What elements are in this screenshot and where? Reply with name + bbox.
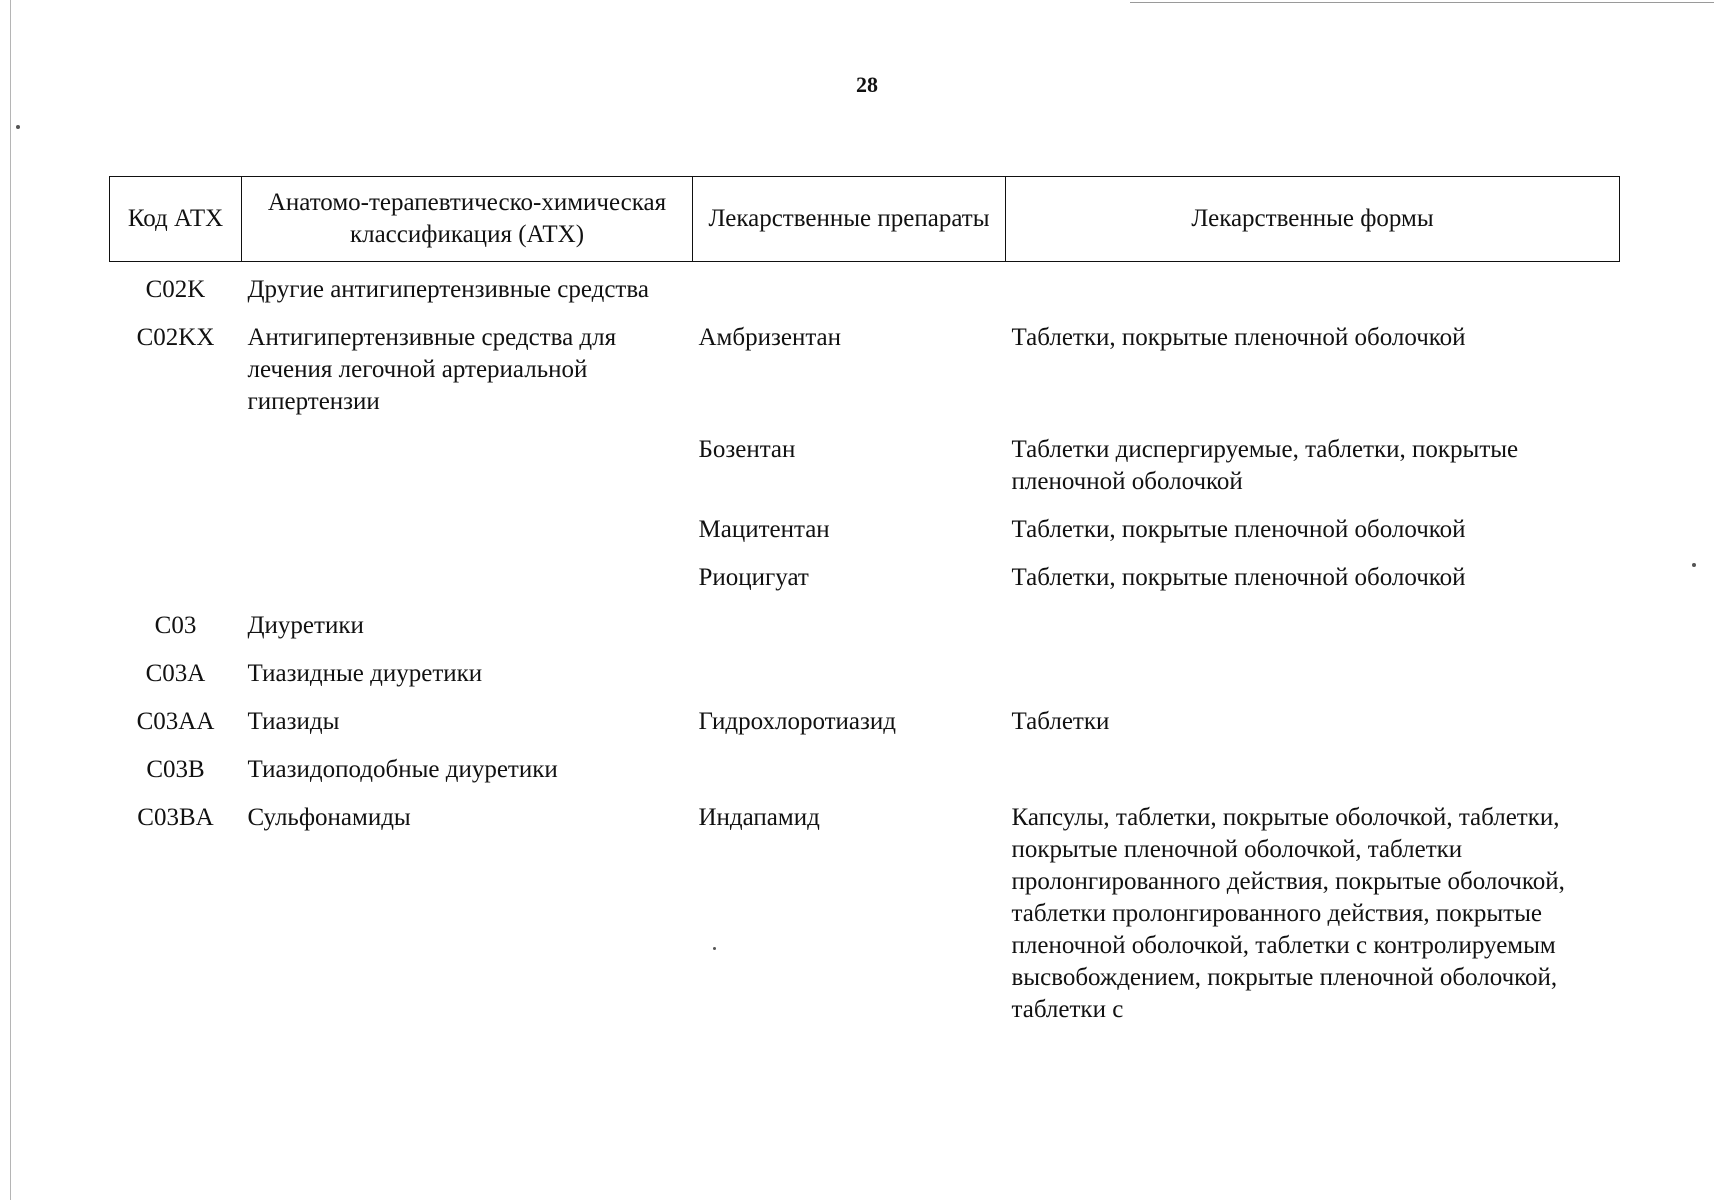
table-row: [110, 548, 1620, 596]
page-number: 28: [856, 72, 878, 97]
table-body: [110, 262, 1620, 1029]
cell-drug: Бозентан: [698, 436, 796, 463]
table-row: [110, 308, 1620, 420]
cell-classification: Тиазидные диуретики: [247, 660, 483, 687]
cell-atc-code: C03A: [145, 660, 206, 687]
cell-classification: Тиазиды: [247, 708, 340, 735]
cell-drug: [693, 740, 1006, 788]
table-row: [110, 644, 1620, 692]
cell-classification: Сульфонамиды: [247, 804, 411, 831]
cell-classification: [242, 420, 693, 500]
table-row: [110, 596, 1620, 644]
header-atc-classification: Анатомо-терапевтическо-химическая классификация (АТХ): [242, 177, 693, 262]
cell-atc-code: C03BA: [137, 804, 214, 831]
cell-drug: Индапамид: [698, 804, 820, 831]
cell-drug: [693, 644, 1006, 692]
table-row: [110, 740, 1620, 788]
cell-dosage-forms: Таблетки, покрытые пленочной оболочкой: [1011, 564, 1466, 591]
cell-dosage-forms: Таблетки, покрытые пленочной оболочкой: [1011, 516, 1466, 543]
cell-classification: Тиазидоподобные диуретики: [247, 756, 558, 783]
cell-dosage-forms: Капсулы, таблетки, покрытые оболочкой, таблетки, покрытые пленочной оболочкой, таблетки пролонгированного действия, покрытые оболочкой, таблетки пролонгированного действия, покрытые пленочной оболочкой, таблетки с контролируемым высвобождением, покрытые пленочной оболочкой, таблетки с: [1011, 804, 1565, 1023]
atc-table: [109, 176, 1620, 1028]
table-header: [110, 177, 1620, 262]
cell-atc-code: C03B: [146, 756, 205, 783]
header-dosage-forms: Лекарственные формы: [1006, 177, 1620, 262]
cell-atc-code: C03: [154, 612, 197, 639]
cell-classification: Антигипертензивные средства для лечения легочной артериальной гипертензии: [247, 324, 617, 415]
cell-classification: [242, 548, 693, 596]
header-row: [110, 177, 1620, 262]
cell-drug: [693, 596, 1006, 644]
table-row: [110, 262, 1620, 309]
cell-drug: Амбризентан: [698, 324, 842, 351]
scan-dot: [1692, 563, 1696, 567]
cell-atc-code: C02KX: [136, 324, 215, 351]
cell-dosage-forms: [1006, 644, 1620, 692]
cell-atc-code: C03AA: [136, 708, 215, 735]
cell-drug: Риоцигуат: [698, 564, 809, 591]
cell-dosage-forms: Таблетки, покрытые пленочной оболочкой: [1011, 324, 1466, 351]
table-row: [110, 788, 1620, 1028]
cell-dosage-forms: Таблетки: [1011, 708, 1110, 735]
cell-classification: Диуретики: [247, 612, 364, 639]
cell-atc-code: [110, 420, 242, 500]
scan-edge-line: [10, 0, 11, 1200]
cell-atc-code: [110, 548, 242, 596]
cell-atc-code: C02K: [145, 276, 206, 303]
cell-classification: [242, 500, 693, 548]
cell-dosage-forms: [1006, 262, 1620, 309]
cell-drug: [693, 262, 1006, 309]
cell-atc-code: [110, 500, 242, 548]
header-atc-code: Код АТХ: [110, 177, 242, 262]
cell-drug: Гидрохлоротиазид: [698, 708, 896, 735]
scan-dot: [713, 947, 716, 950]
cell-dosage-forms: [1006, 596, 1620, 644]
table-row: [110, 692, 1620, 740]
cell-dosage-forms: Таблетки диспергируемые, таблетки, покрытые пленочной оболочкой: [1011, 436, 1519, 495]
table-row: [110, 420, 1620, 500]
cell-classification: Другие антигипертензивные средства: [247, 276, 649, 303]
cell-dosage-forms: [1006, 740, 1620, 788]
cell-drug: Мацитентан: [698, 516, 830, 543]
header-drugs: Лекарственные препараты: [693, 177, 1006, 262]
scan-top-line: [1130, 2, 1714, 3]
scan-dot: [16, 125, 20, 129]
table-row: [110, 500, 1620, 548]
